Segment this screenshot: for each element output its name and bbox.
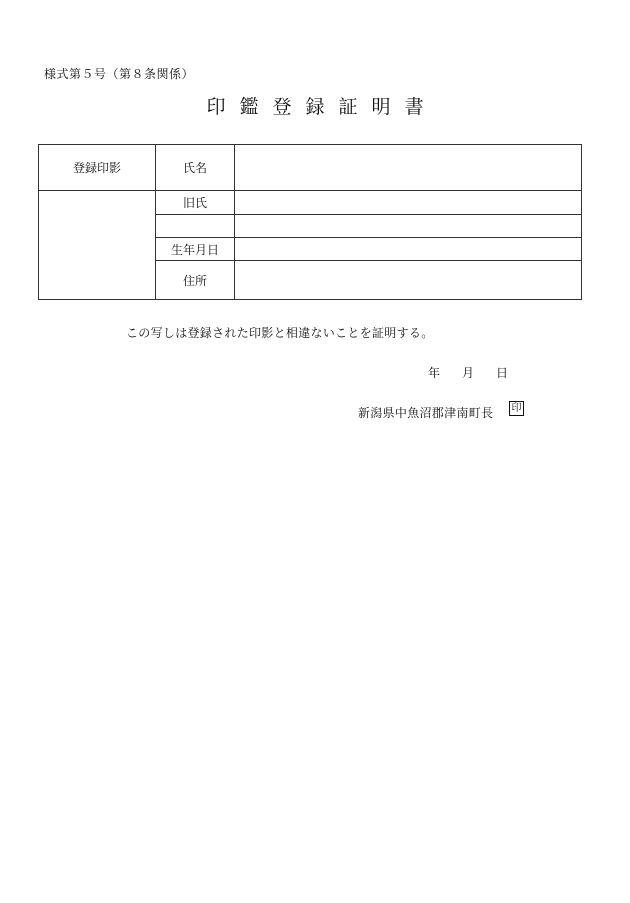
certificate-table: [38, 144, 582, 300]
issuer-name: 新潟県中魚沼郡津南町長: [358, 406, 494, 420]
year-label: 年: [428, 366, 441, 380]
day-label: 日: [496, 366, 509, 380]
address-value: [235, 261, 582, 300]
old-surname-value: [235, 191, 582, 215]
address-label: 住所: [156, 261, 235, 300]
old-surname-row: [39, 191, 582, 215]
seal-impression-box: [39, 191, 156, 300]
month-label: 月: [462, 366, 475, 380]
old-surname-label: 旧氏: [156, 191, 235, 215]
form-number: 様式第５号（第８条関係）: [44, 67, 195, 81]
birthdate-value: [235, 238, 582, 261]
official-seal-mark: 印: [509, 401, 524, 416]
name-row: [39, 145, 582, 191]
issue-date: [406, 364, 508, 381]
name-value: [235, 145, 582, 191]
seal-impression-header: 登録印影: [39, 145, 156, 191]
name-label: 氏名: [156, 145, 235, 191]
blank-value: [235, 215, 582, 238]
blank-label: [156, 215, 235, 238]
birthdate-label: 生年月日: [156, 238, 235, 261]
document-title: 印鑑登録証明書: [206, 96, 438, 118]
certification-statement: この写しは登録された印影と相違ないことを証明する。: [126, 326, 434, 340]
